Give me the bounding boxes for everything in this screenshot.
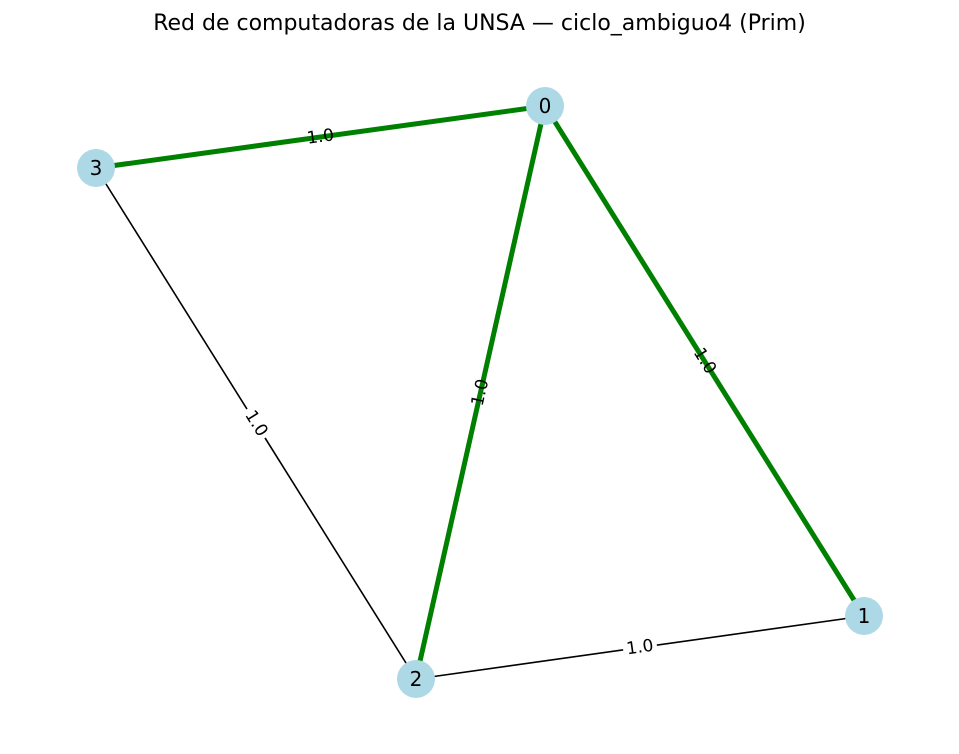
edge-label-group-3-0 bbox=[306, 125, 336, 149]
edge-weight-label: 1.0 bbox=[305, 125, 336, 149]
node-label-2: 2 bbox=[409, 667, 423, 691]
edge-weight-label: 1.0 bbox=[688, 344, 721, 378]
node-label-3: 3 bbox=[89, 156, 103, 180]
diagram-title: Red de computadoras de la UNSA — ciclo_ambiguo4 (Prim) bbox=[153, 11, 806, 36]
edge-weight-label: 1.0 bbox=[240, 406, 272, 441]
node-label-0: 0 bbox=[538, 94, 552, 118]
edge-label-group-0-1 bbox=[689, 344, 720, 378]
edge-weight-label: 1.0 bbox=[467, 377, 494, 408]
edge-label-group-0-2 bbox=[468, 377, 493, 408]
edge-label-group-3-2 bbox=[238, 403, 275, 443]
edge-labels-layer bbox=[238, 125, 720, 661]
edge-label-group-2-1 bbox=[622, 634, 659, 661]
node-label-1: 1 bbox=[857, 604, 871, 628]
edge-weight-label: 1.0 bbox=[625, 635, 655, 660]
